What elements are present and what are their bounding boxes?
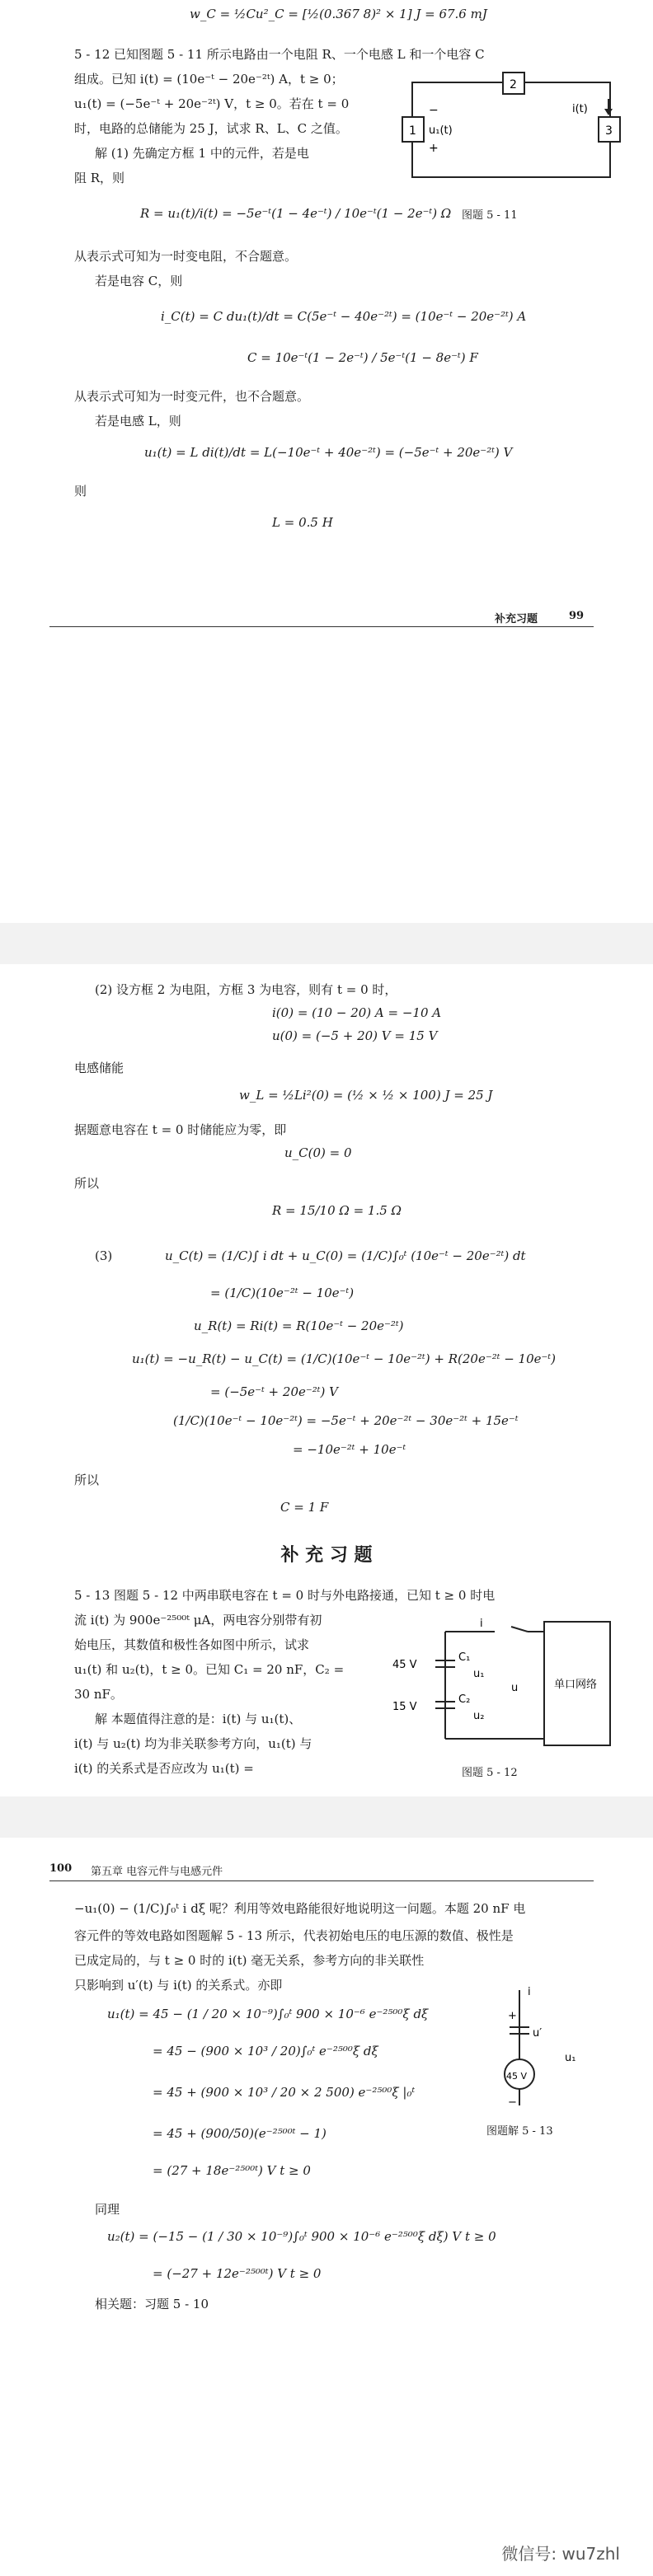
- text-then: 则: [74, 484, 87, 499]
- text-same: 同理: [95, 2202, 120, 2217]
- watermark: 微信号: wu7zhl: [501, 2544, 620, 2564]
- problem-5-13-line-5: 30 nF。: [74, 1687, 123, 1702]
- text-so: 所以: [74, 1176, 100, 1191]
- box-2-label: 2: [510, 78, 517, 91]
- header-page-number: 100: [49, 1862, 73, 1875]
- p3-line-2: 容元件的等效电路如图题解 5 - 13 所示，代表初始电压的电压源的数值、极性是: [74, 1928, 514, 1943]
- u2-label: u₂: [473, 1710, 485, 1722]
- plus-sign: +: [508, 2010, 517, 2022]
- equation-uc0: u_C(0) = 0: [284, 1145, 352, 1160]
- problem-5-12-line-2: 组成。已知 i(t) = (10e⁻ᵗ − 20e⁻²ᵗ) A，t ≥ 0；: [74, 72, 344, 87]
- problem-5-13-line-8: i(t) 的关系式是否应改为 u₁(t) =: [74, 1761, 254, 1776]
- equation-i0: i(0) = (10 − 20) A = −10 A: [272, 1005, 442, 1020]
- problem-5-13-line-1: 5 - 13 图题 5 - 12 中两串联电容在 t = 0 时与外电路接通，已知 t ≥ 0 时电: [74, 1588, 496, 1603]
- figure-caption-5-11: 图题 5 - 11: [462, 209, 518, 222]
- problem-5-13-line-7: i(t) 与 u₂(t) 均为非关联参考方向，u₁(t) 与: [74, 1736, 312, 1751]
- footer-section: 补充习题: [495, 613, 538, 625]
- i-label: i: [480, 1618, 483, 1630]
- equation-u0: u(0) = (−5 + 20) V = 15 V: [272, 1028, 438, 1043]
- problem-5-12-line-3: u₁(t) = (−5e⁻ᵗ + 20e⁻²ᵗ) V，t ≥ 0。若在 t = 0: [74, 96, 350, 111]
- equation-u1-e: = (27 + 18e⁻²⁵⁰⁰ᵗ) V t ≥ 0: [153, 2163, 311, 2178]
- text-so-2: 所以: [74, 1473, 100, 1487]
- page-99: [0, 0, 653, 923]
- c1-label: C₁: [458, 1651, 471, 1664]
- voltage-15v: 15 V: [392, 1701, 417, 1713]
- equation-uL: u₁(t) = L di(t)/dt = L(−10e⁻ᵗ + 40e⁻²ᵗ) = (−5e⁻ᵗ + 20e⁻²ᵗ) V: [144, 445, 513, 460]
- plus-sign: +: [429, 142, 439, 155]
- equation-3f: (1/C)(10e⁻ᵗ − 10e⁻²ᵗ) = −5e⁻ᵗ + 20e⁻²ᵗ − 30e⁻²ᵗ + 15e⁻ᵗ: [173, 1413, 519, 1428]
- uprime-label: u′: [533, 2027, 543, 2040]
- equation-R2: R = 15/10 Ω = 1.5 Ω: [272, 1203, 402, 1218]
- page-gap-2: [0, 1796, 653, 1838]
- equation-u1-b: = 45 − (900 × 10³ / 20)∫₀ᵗ e⁻²⁵⁰⁰ξ dξ: [153, 2044, 378, 2058]
- minus-sign: −: [508, 2096, 517, 2109]
- source-45v: 45 V: [506, 2071, 528, 2082]
- u1-label: u₁(t): [429, 124, 453, 137]
- section-title: 补 充 习 题: [280, 1545, 373, 1566]
- equation-u2-b: = (−27 + 12e⁻²⁵⁰⁰ᵗ) V t ≥ 0: [153, 2266, 322, 2281]
- header-rule: [49, 1880, 594, 1881]
- solution-line-2: 阻 R，则: [74, 171, 125, 185]
- problem-5-13-line-2: 流 i(t) 为 900e⁻²⁵⁰⁰ᵗ μA，两电容分别带有初: [74, 1613, 322, 1628]
- equation-C: C = 10e⁻ᵗ(1 − 2e⁻ᵗ) / 5e⁻ᵗ(1 − 8e⁻ᵗ) F: [247, 350, 478, 365]
- equation-u1-c: = 45 + (900 × 10³ / 20 × 2 500) e⁻²⁵⁰⁰ξ |₀ᵗ: [153, 2085, 416, 2100]
- equation-3a: u_C(t) = (1/C)∫ i dt + u_C(0) = (1/C)∫₀ᵗ (10e⁻ᵗ − 20e⁻²ᵗ) dt: [165, 1248, 526, 1263]
- top-equation: w_C = ½Cu²_C = [½(0.367 8)² × 1] J = 67.6 mJ: [190, 7, 487, 21]
- text-capacitor-zero: 据题意电容在 t = 0 时储能应为零，即: [74, 1122, 287, 1137]
- part-2-intro: (2) 设方框 2 为电阻，方框 3 为电容，则有 t = 0 时，: [95, 982, 397, 997]
- page-99-continued: [0, 964, 653, 1796]
- related-problem: 相关题：习题 5 - 10: [95, 2297, 209, 2311]
- page-100: [0, 1838, 653, 2576]
- c2-label: C₂: [458, 1693, 471, 1706]
- equation-3b: = (1/C)(10e⁻²ᵗ − 10e⁻ᵗ): [210, 1286, 355, 1300]
- voltage-45v: 45 V: [392, 1659, 417, 1671]
- text-if-L: 若是电感 L，则: [95, 414, 181, 429]
- u-label: u: [511, 1682, 519, 1694]
- problem-5-13-line-3: 始电压，其数值和极性各如图中所示，试求: [74, 1637, 310, 1652]
- equation-u2-a: u₂(t) = (−15 − (1 / 30 × 10⁻⁹)∫₀ᵗ 900 × 10⁻⁶ e⁻²⁵⁰⁰ξ dξ) V t ≥ 0: [107, 2229, 496, 2244]
- text-if-C: 若是电容 C，则: [95, 274, 183, 288]
- circuit-figure-5-11: [396, 66, 627, 198]
- problem-5-13-line-6: 解 本题值得注意的是：i(t) 与 u₁(t)、: [95, 1712, 302, 1726]
- equation-3d: u₁(t) = −u_R(t) − u_C(t) = (1/C)(10e⁻ᵗ − 10e⁻²ᵗ) + R(20e⁻²ᵗ − 10e⁻ᵗ): [132, 1351, 556, 1366]
- p3-line-4: 只影响到 u′(t) 与 i(t) 的关系式。亦即: [74, 1978, 283, 1993]
- equation-R: R = u₁(t)/i(t) = −5e⁻ᵗ(1 − 4e⁻ᵗ) / 10e⁻ᵗ(1 − 2e⁻ᵗ) Ω: [140, 206, 452, 221]
- u1-label: u₁: [565, 2052, 576, 2064]
- footer-page-number: 99: [569, 610, 585, 622]
- equation-L: L = 0.5 H: [272, 515, 333, 530]
- text-after-R: 从表示式可知为一时变电阻，不合题意。: [74, 249, 298, 264]
- i-label: i: [528, 1986, 531, 1998]
- page-gap-1: [0, 923, 653, 964]
- equation-wL: w_L = ½Li²(0) = (½ × ½ × 100) J = 25 J: [239, 1088, 493, 1103]
- equation-C2: C = 1 F: [280, 1500, 329, 1515]
- box-1-label: 1: [409, 124, 416, 138]
- u1-label: u₁: [473, 1668, 485, 1680]
- figure-caption-5-12: 图题 5 - 12: [462, 1767, 518, 1779]
- text-inductor-energy: 电感储能: [74, 1061, 124, 1075]
- figure-caption-solution-5-13: 图题解 5 - 13: [486, 2125, 553, 2138]
- solution-line-1: 解 (1) 先确定方框 1 中的元件，若是电: [95, 146, 309, 161]
- equation-u1-d: = 45 + (900/50)(e⁻²⁵⁰⁰ᵗ − 1): [153, 2126, 326, 2141]
- problem-5-13-line-4: u₁(t) 和 u₂(t)，t ≥ 0。已知 C₁ = 20 nF，C₂ =: [74, 1662, 345, 1677]
- equation-u1-a: u₁(t) = 45 − (1 / 20 × 10⁻⁹)∫₀ᵗ 900 × 10⁻⁶ e⁻²⁵⁰⁰ξ dξ: [107, 2007, 429, 2021]
- p3-line-1: −u₁(0) − (1/C)∫₀ᵗ i dξ 呢？利用等效电路能很好地说明这一问题。本题 20 nF 电: [74, 1901, 526, 1916]
- it-label: i(t): [572, 103, 588, 115]
- p3-line-3: 已成定局的，与 t ≥ 0 时的 i(t) 毫无关系，参考方向的非关联性: [74, 1953, 425, 1968]
- part-3-label: (3): [95, 1248, 113, 1263]
- box-3-label: 3: [605, 124, 613, 138]
- header-chapter: 第五章 电容元件与电感元件: [91, 1866, 223, 1878]
- minus-sign: −: [429, 104, 439, 117]
- problem-5-12-line-4: 时，电路的总储能为 25 J，试求 R、L、C 之值。: [74, 121, 348, 136]
- text-after-C: 从表示式可知为一时变元件，也不合题意。: [74, 389, 310, 404]
- equation-iC: i_C(t) = C du₁(t)/dt = C(5e⁻ᵗ − 40e⁻²ᵗ) = (10e⁻ᵗ − 20e⁻²ᵗ) A: [161, 309, 527, 324]
- footer-rule: [49, 626, 594, 627]
- equation-3c: u_R(t) = Ri(t) = R(10e⁻ᵗ − 20e⁻²ᵗ): [194, 1318, 404, 1333]
- network-label: 单口网络: [554, 1679, 598, 1691]
- problem-5-12-line-1: 5 - 12 已知图题 5 - 11 所示电路由一个电阻 R、一个电感 L 和一个电容 C: [74, 47, 485, 62]
- equation-3g: = −10e⁻²ᵗ + 10e⁻ᵗ: [293, 1442, 406, 1457]
- equation-3e: = (−5e⁻ᵗ + 20e⁻²ᵗ) V: [210, 1384, 338, 1399]
- circuit-figure-5-12: [388, 1615, 618, 1755]
- equivalent-circuit-figure: [478, 1982, 594, 2114]
